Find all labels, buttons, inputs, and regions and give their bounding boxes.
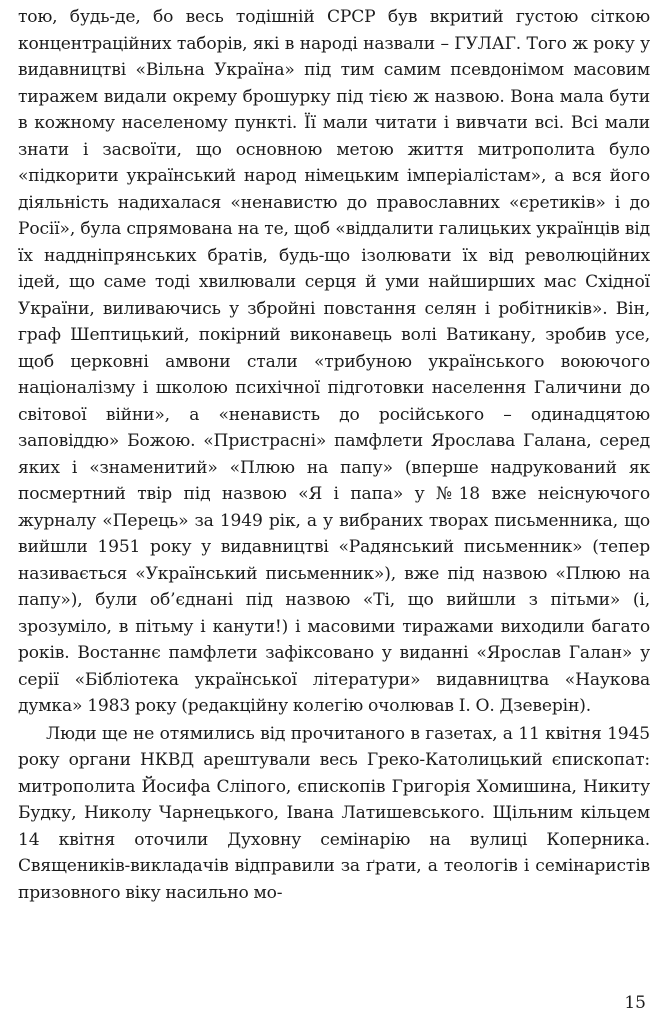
page-text-body <box>18 4 650 906</box>
paragraph-arrests: Люди ще не отямились від прочитаного в газетах, а 11 квітня 1945 року органи НКВД арештували весь Греко-Католицький єпископат: митрополита Йосифа Сліпого, єпископів Григорія Хомишина, Никиту Будку, Николу Чарнецького, Івана Латишевського. Щільним кільцем 14 квітня оточили Духовну семінарію на вулиці Коперника. Священиків-викладачів відправили за ґрати, а теологів і семінаристів призовного віку насильно мо- <box>18 723 650 903</box>
paragraph-continued: тою, будь-де, бо весь тодішній СРСР був вкритий густою сіткою концентраційних таборів, які в народі назвали – ГУЛАГ. Того ж року у видавництві «Вільна Україна» під тим самим псевдонімом масовим тиражем видали окрему брошурку під тією ж назвою. Вона мала бути в кожному населеному пункті. Її мали читати і вивчати всі. Всі мали знати і засвоїти, що основною метою життя митрополита було «підкорити український народ німецьким імперіалістам», а вся його діяльність надихалася «ненавистю до православних «єретиків» і до Росії», була спрямована на те, щоб «віддалити галицьких українців від їх наддніпрянських братів, будь-що ізолювати їх від революційних ідей, що саме тоді хвилювали серця й уми найширших мас Східної України, виливаючись у збройні повстання селян і робітників». Він, граф Шептицький, покірний виконавець волі Ватикану, зробив усе, щоб церковні амвони стали «трибуною українського воюючого націоналізму і школою психічної підготовки населення Галичини до світової війни», а «ненависть до російського – одинадцятою заповіддю» Божою. «Пристрасні» памфлети Ярослава Галана, серед яких і «знаменитий» «Плюю на папу» (вперше надрукований як посмертний твір під назвою «Я і папа» у №18 вже неіснуючого журналу «Перець» за 1949 рік, а у вибраних творах письменника, що вийшли 1951 року у видавництві «Радянський письменник» (тепер називається «Український письменник»), вже під назвою «Плюю на папу»), були об’єднані під назвою «Ті, що вийшли з пітьми» (і, зрозуміло, в пітьму і канути!) і масовими тиражами виходили багато років. Востаннє памфлети зафіксовано у виданні «Ярослав Галан» у серії «Бібліотека української літератури» видавництва «Наукова думка» 1983 року (редакційну колегію очолював І. О. Дзеверін). <box>18 7 650 716</box>
page-number: 15 <box>624 993 646 1013</box>
